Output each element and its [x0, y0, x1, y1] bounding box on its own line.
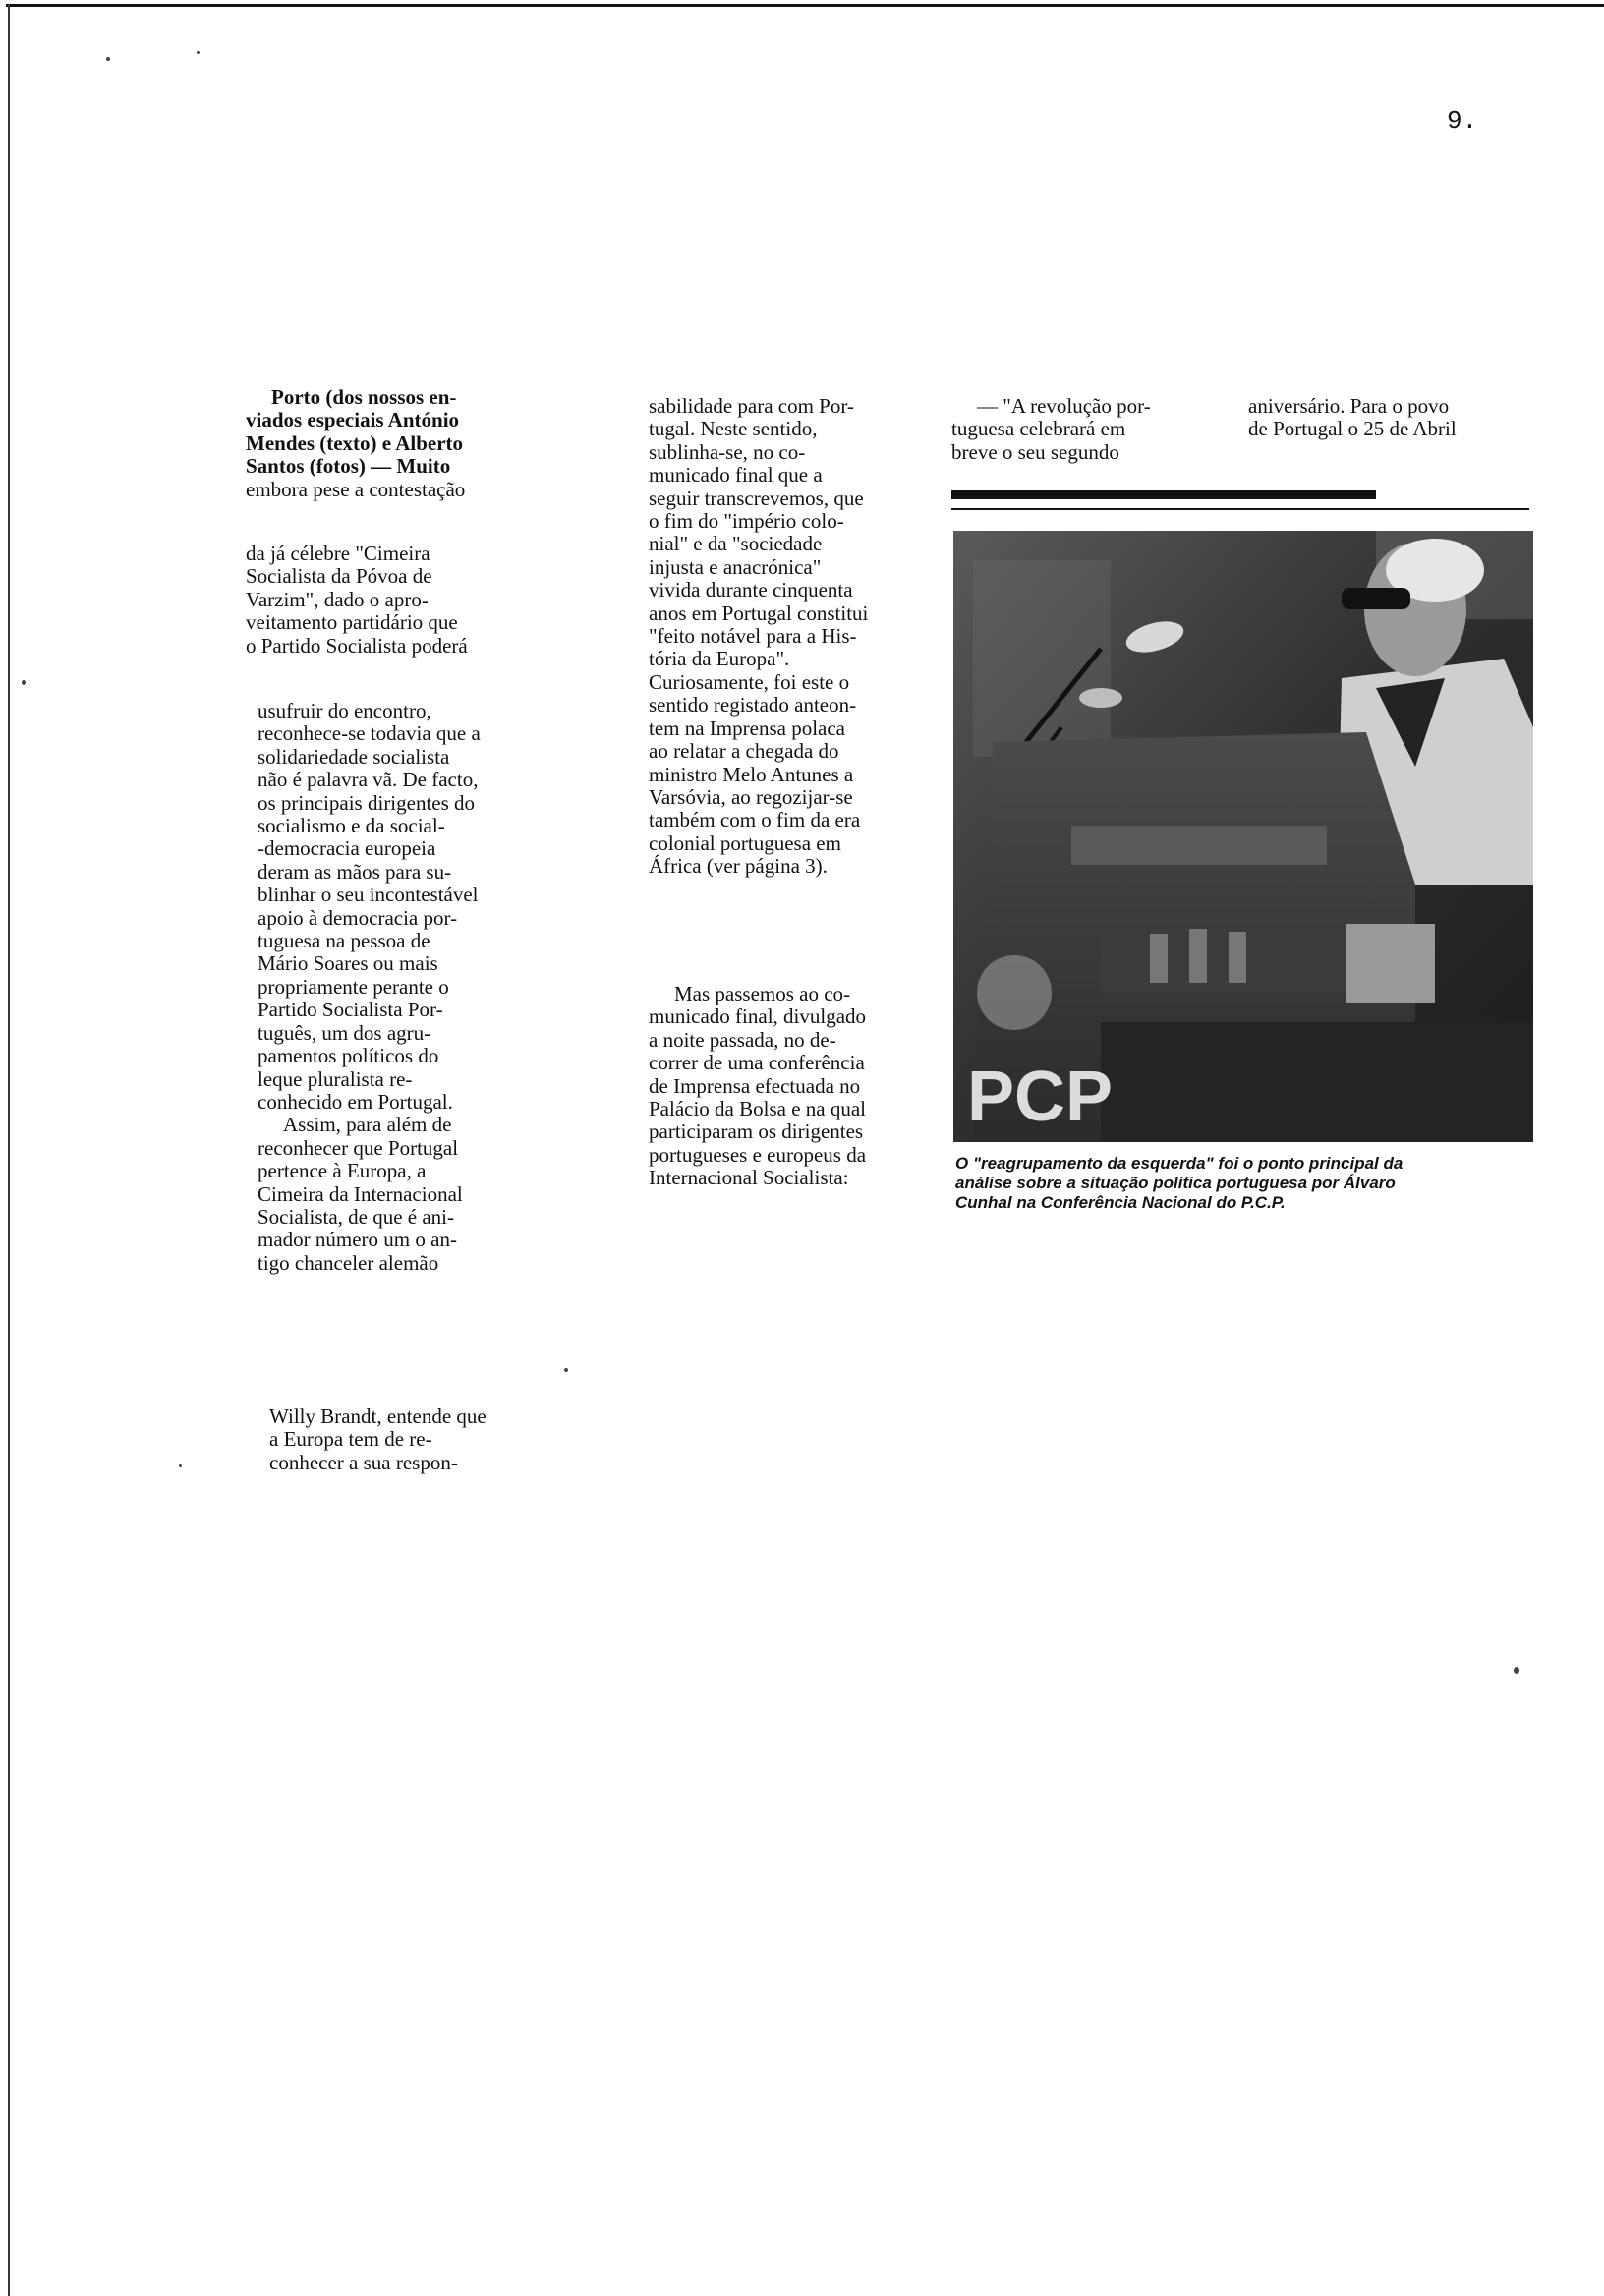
- text-line: "feito notável para a His-: [649, 624, 857, 649]
- text-line: conhecido em Portugal.: [258, 1089, 453, 1114]
- text-line: portugueses e europeus da: [649, 1142, 867, 1167]
- text-line: sublinha-se, no co-: [649, 439, 806, 464]
- speaker-photo-illustration: [953, 531, 1533, 1142]
- text-line: socialismo e da social-: [258, 814, 445, 838]
- text-line: África (ver página 3).: [649, 854, 828, 879]
- caption-line: O "reagrupamento da esquerda" foi o ponto principal da: [955, 1154, 1404, 1173]
- text-line: anos em Portugal constitui: [649, 601, 869, 625]
- text-line: tória da Europa".: [649, 647, 790, 671]
- text-line: -democracia europeia: [258, 836, 436, 861]
- text-line: deram as mãos para su-: [258, 859, 452, 884]
- text-line: Curiosamente, foi este o: [649, 669, 850, 694]
- text-line: de Portugal o 25 de Abril: [1248, 417, 1457, 441]
- text-line: Socialista, de que é ani-: [258, 1204, 455, 1229]
- article-photo: [953, 531, 1533, 1142]
- text-line: aniversário. Para o povo: [1248, 394, 1450, 418]
- scan-speck: [22, 680, 26, 685]
- section-rule-thin: [951, 508, 1529, 510]
- photo-caption: [955, 1154, 1535, 1213]
- text-line: pamentos políticos do: [258, 1044, 439, 1068]
- article-paragraph: [1248, 395, 1533, 441]
- text-line: Santos (fotos) — Muito: [246, 454, 451, 479]
- text-line: a noite passada, no de-: [649, 1027, 836, 1052]
- text-line: seguir transcrevemos, que: [649, 486, 864, 510]
- text-line: correr de uma conferência: [649, 1051, 865, 1075]
- text-line: reconhece-se todavia que a: [258, 721, 481, 746]
- text-line: pertence à Europa, a: [258, 1159, 427, 1183]
- article-paragraph: [649, 395, 932, 879]
- text-line: vivida durante cinquenta: [649, 578, 853, 603]
- text-line: Porto (dos nossos en-: [271, 385, 457, 409]
- text-line: tuguês, um dos agru-: [258, 1020, 431, 1045]
- page-border-top: [6, 4, 1604, 7]
- text-line: os principais dirigentes do: [258, 790, 476, 815]
- caption-line: Cunhal na Conferência Nacional do P.C.P.: [955, 1193, 1286, 1212]
- scan-speck: [179, 1464, 182, 1467]
- text-line: blinhar o seu incontestável: [258, 883, 479, 907]
- text-line: — "A revolução por-: [977, 394, 1151, 418]
- page-number: 9.: [1447, 106, 1478, 136]
- text-line: participaram os dirigentes: [649, 1119, 864, 1144]
- text-line: tugal. Neste sentido,: [649, 417, 818, 441]
- scan-speck: [106, 57, 110, 61]
- text-line: solidariedade socialista: [258, 744, 450, 769]
- text-line: tuguesa celebrará em: [951, 417, 1126, 441]
- text-line: Mário Soares ou mais: [258, 951, 438, 976]
- text-line: reconhecer que Portugal: [258, 1135, 459, 1160]
- text-line: Mas passemos ao co-: [674, 982, 851, 1005]
- text-line: breve o seu segundo: [951, 439, 1119, 464]
- text-line: apoio à democracia por-: [258, 905, 458, 930]
- article-paragraph: [258, 700, 544, 1275]
- text-line: Willy Brandt, entende que: [269, 1405, 487, 1428]
- scan-speck: [564, 1368, 568, 1372]
- article-paragraph: [246, 543, 533, 658]
- text-line: tuguesa na pessoa de: [258, 929, 430, 953]
- scan-speck: [1514, 1667, 1519, 1674]
- text-line: ao relatar a chegada do: [649, 739, 839, 764]
- text-line: veitamento partidário que: [246, 610, 458, 635]
- text-line: viados especiais António: [246, 408, 460, 432]
- text-line: nial" e da "sociedade: [649, 532, 823, 556]
- article-paragraph: [951, 395, 1225, 464]
- text-line: tigo chanceler alemão: [258, 1250, 439, 1275]
- text-line: propriamente perante o: [258, 974, 449, 999]
- text-line: conhecer a sua respon-: [269, 1450, 458, 1474]
- text-line: municado final que a: [649, 463, 823, 488]
- text-line: ministro Melo Antunes a: [649, 762, 854, 786]
- article-paragraph: [649, 983, 932, 1190]
- text-line: Palácio da Bolsa e na qual: [649, 1097, 867, 1121]
- text-line: Socialista da Póvoa de: [246, 564, 432, 589]
- text-line: municado final, divulgado: [649, 1004, 867, 1029]
- text-line: Varsóvia, ao regozijar-se: [649, 784, 853, 809]
- text-line: injusta e anacrónica": [649, 554, 822, 579]
- text-line: Assim, para além de: [283, 1113, 452, 1137]
- article-lead-paragraph: [246, 386, 543, 501]
- text-line: sentido registado anteon-: [649, 693, 857, 718]
- text-line: não é palavra vã. De facto,: [258, 768, 479, 792]
- text-line: também com o fim da era: [649, 808, 861, 832]
- text-line: mador número um o an-: [258, 1228, 457, 1252]
- text-line: embora pese a contestação: [246, 477, 466, 501]
- section-rule-thick: [951, 490, 1376, 499]
- text-line: o fim do "império colo-: [649, 509, 844, 534]
- text-line: de Imprensa efectuada no: [649, 1073, 861, 1098]
- article-paragraph: [269, 1406, 554, 1474]
- caption-line: análise sobre a situação política portuguesa por Álvaro: [955, 1174, 1396, 1192]
- text-line: leque pluralista re-: [258, 1066, 413, 1091]
- text-line: usufruir do encontro,: [258, 699, 431, 722]
- page-border-left: [8, 4, 10, 2296]
- text-line: sabilidade para com Por-: [649, 394, 854, 418]
- text-line: a Europa tem de re-: [269, 1427, 432, 1452]
- text-line: Varzim", dado o apro-: [246, 587, 429, 611]
- text-line: Cimeira da Internacional: [258, 1181, 463, 1206]
- text-line: o Partido Socialista poderá: [246, 633, 468, 658]
- text-line: Internacional Socialista:: [649, 1166, 849, 1190]
- scan-speck: [197, 51, 200, 54]
- text-line: Partido Socialista Por-: [258, 998, 443, 1022]
- pcp-logo-text: PCP: [967, 1058, 1114, 1136]
- text-line: da já célebre "Cimeira: [246, 542, 430, 565]
- text-line: Mendes (texto) e Alberto: [246, 430, 464, 455]
- text-line: tem na Imprensa polaca: [649, 716, 845, 740]
- text-line: colonial portuguesa em: [649, 831, 841, 855]
